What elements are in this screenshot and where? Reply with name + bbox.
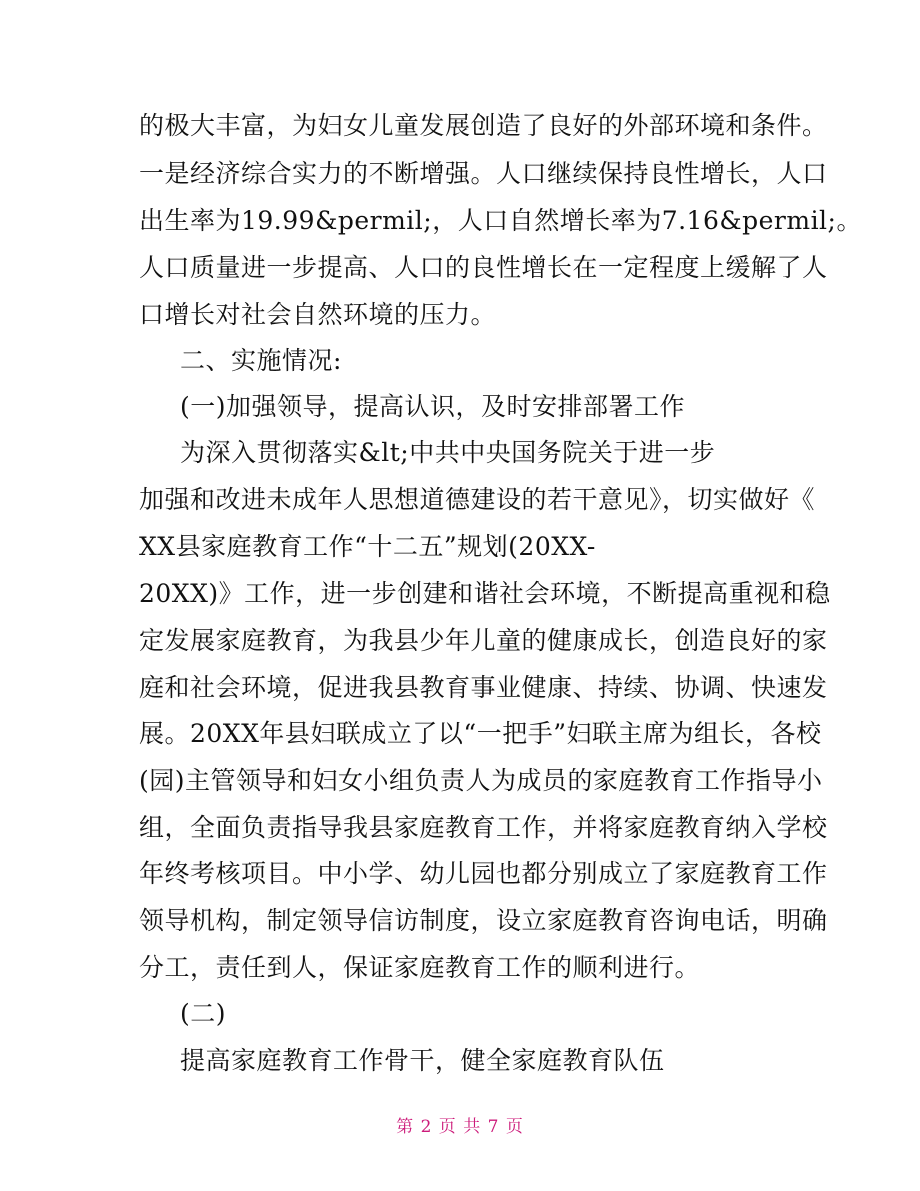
text-line: 提高家庭教育工作骨干，健全家庭教育队伍 <box>180 1046 665 1075</box>
text-line: 加强和改进未成年人思想道德建设的若干意见》，切实做好《 <box>139 485 816 514</box>
text-line: 年终考核项目。中小学、幼儿园也都分别成立了家庭教育工作 <box>139 859 828 888</box>
text-line: 人口质量进一步提高、人口的良性增长在一定程度上缓解了人 <box>139 253 828 282</box>
text-line: 为深入贯彻落实&lt;中共中央国务院关于进一步 <box>180 438 716 467</box>
text-line: 出生率为19.99&permil;，人口自然增长率为7.16&permil;。 <box>139 206 862 235</box>
text-line: 展。20XX年县妇联成立了以“一把手”妇联主席为组长，各校 <box>139 719 822 748</box>
text-line: XX县家庭教育工作“十二五”规划(20XX- <box>139 532 596 561</box>
text-line: 一是经济综合实力的不断增强。人口继续保持良性增长，人口 <box>139 159 828 188</box>
subsection-heading: (二) <box>180 999 227 1028</box>
section-heading: 二、实施情况: <box>180 346 342 375</box>
text-line: 领导机构，制定领导信访制度，设立家庭教育咨询电话，明确 <box>139 906 828 935</box>
text-line: 口增长对社会自然环境的压力。 <box>139 300 497 329</box>
text-line: 的极大丰富，为妇女儿童发展创造了良好的外部环境和条件。 <box>139 111 828 140</box>
text-line: 分工，责任到人，保证家庭教育工作的顺利进行。 <box>139 953 701 982</box>
page-number: 第 2 页 共 7 页 <box>396 1117 524 1137</box>
text-line: 20XX)》工作，进一步创建和谐社会环境，不断提高重视和稳 <box>139 579 831 608</box>
subsection-heading: (一)加强领导，提高认识，及时安排部署工作 <box>180 392 686 421</box>
text-line: (园)主管领导和妇女小组负责人为成员的家庭教育工作指导小 <box>139 766 823 795</box>
text-line: 庭和社会环境，促进我县教育事业健康、持续、协调、快速发 <box>139 673 828 702</box>
text-line: 定发展家庭教育，为我县少年儿童的健康成长，创造良好的家 <box>139 626 828 655</box>
text-line: 组，全面负责指导我县家庭教育工作，并将家庭教育纳入学校 <box>139 813 828 842</box>
